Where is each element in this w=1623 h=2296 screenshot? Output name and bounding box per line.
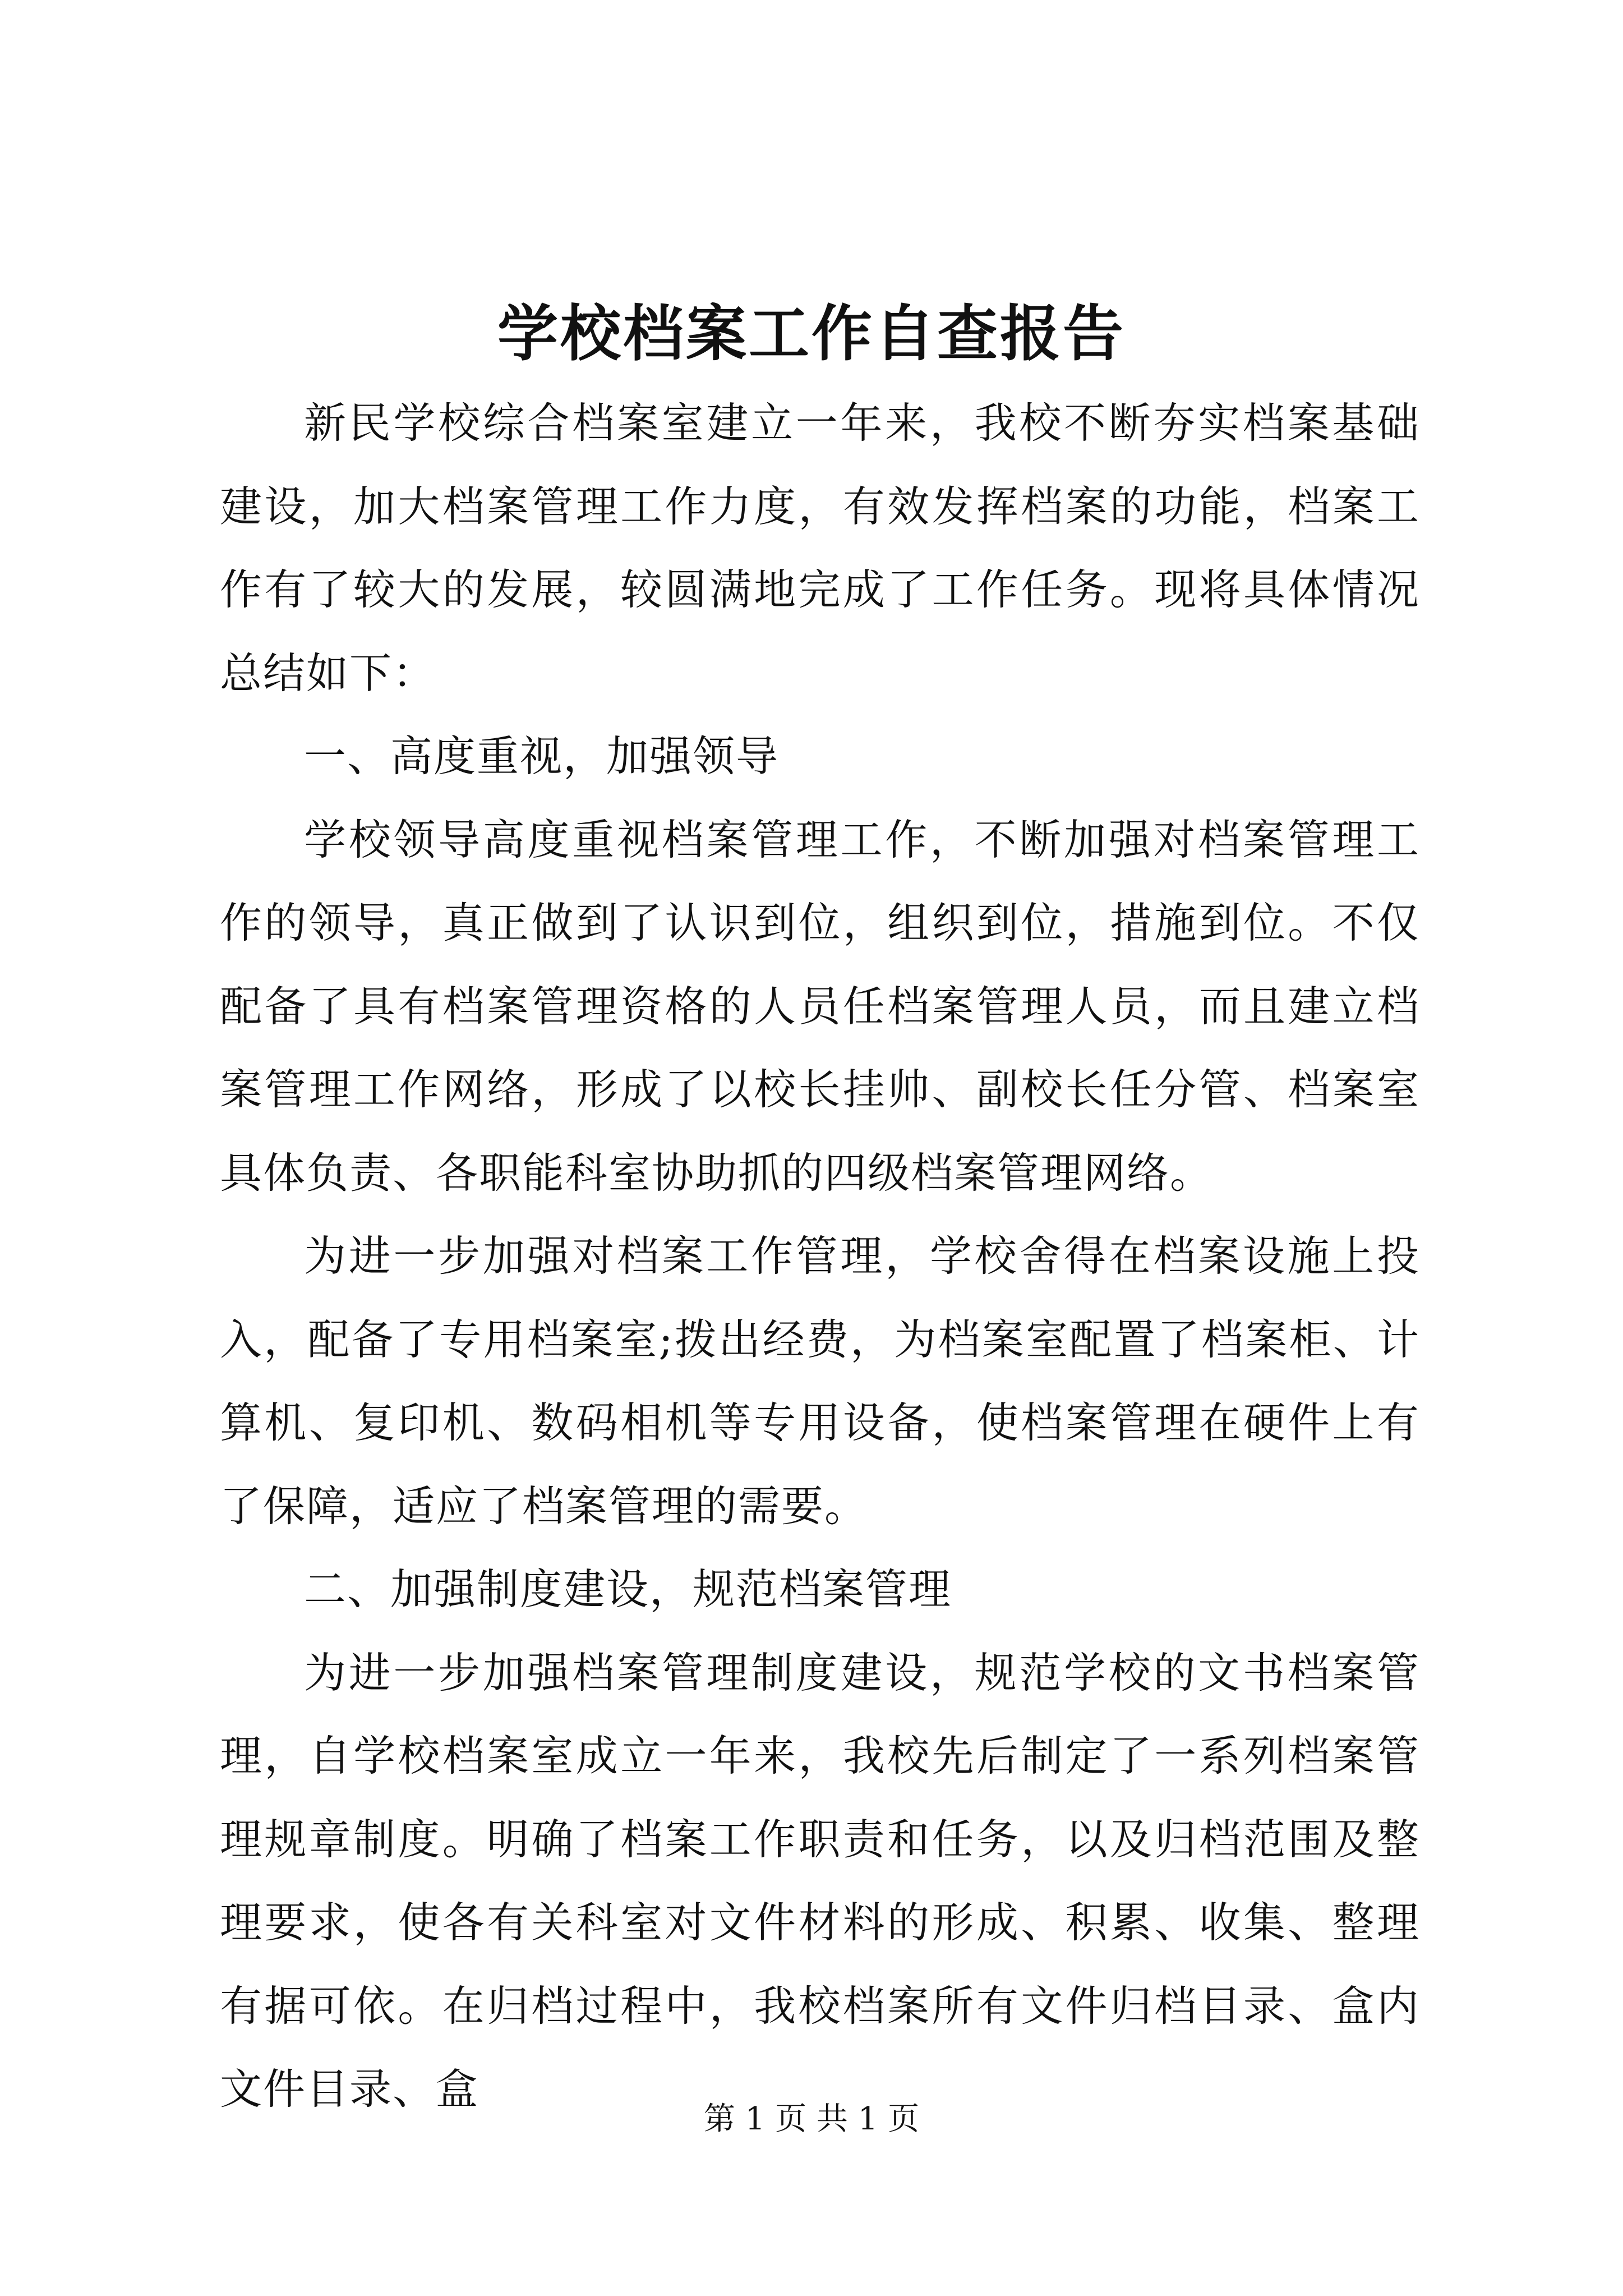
document-body (220, 381, 1420, 2131)
page-footer: 第 1 页 共 1 页 (703, 2101, 920, 2137)
paragraph-regulations: 为进一步加强档案管理制度建设，规范学校的文书档案管理，自学校档案室成立一年来，我校先后制定了一系列档案管理规章制度。明确了档案工作职责和任务，以及归档范围及整理要求，使各有关科室对文件材料的形成、积累、收集、整理有据可依。在归档过程中，我校档案所有文件归档目录、盒内文件目录、盒 (220, 1648, 1420, 2114)
paragraph-leadership: 学校领导高度重视档案管理工作，不断加强对档案管理工作的领导，真正做到了认识到位，组织到位，措施到位。不仅配备了具有档案管理资格的人员任档案管理人员，而且建立档案管理工作网络，形成了以校长挂帅、副校长任分管、档案室具体负责、各职能科室协助抓的四级档案管理网络。 (220, 815, 1420, 1198)
document-title: 学校档案工作自查报告 (497, 298, 1126, 369)
section-heading-1: 一、高度重视，加强领导 (304, 731, 780, 781)
section-heading-2: 二、加强制度建设，规范档案管理 (304, 1565, 952, 1614)
paragraph-facilities: 为进一步加强对档案工作管理，学校舍得在档案设施上投入，配备了专用档案室;拨出经费，为档案室配置了档案柜、计算机、复印机、数码相机等专用设备，使档案管理在硬件上有了保障，适应了档案管理的需要。 (220, 1231, 1420, 1531)
paragraph-intro: 新民学校综合档案室建立一年来，我校不断夯实档案基础建设，加大档案管理工作力度，有效发挥档案的功能，档案工作有了较大的发展，较圆满地完成了工作任务。现将具体情况总结如下： (220, 398, 1420, 698)
